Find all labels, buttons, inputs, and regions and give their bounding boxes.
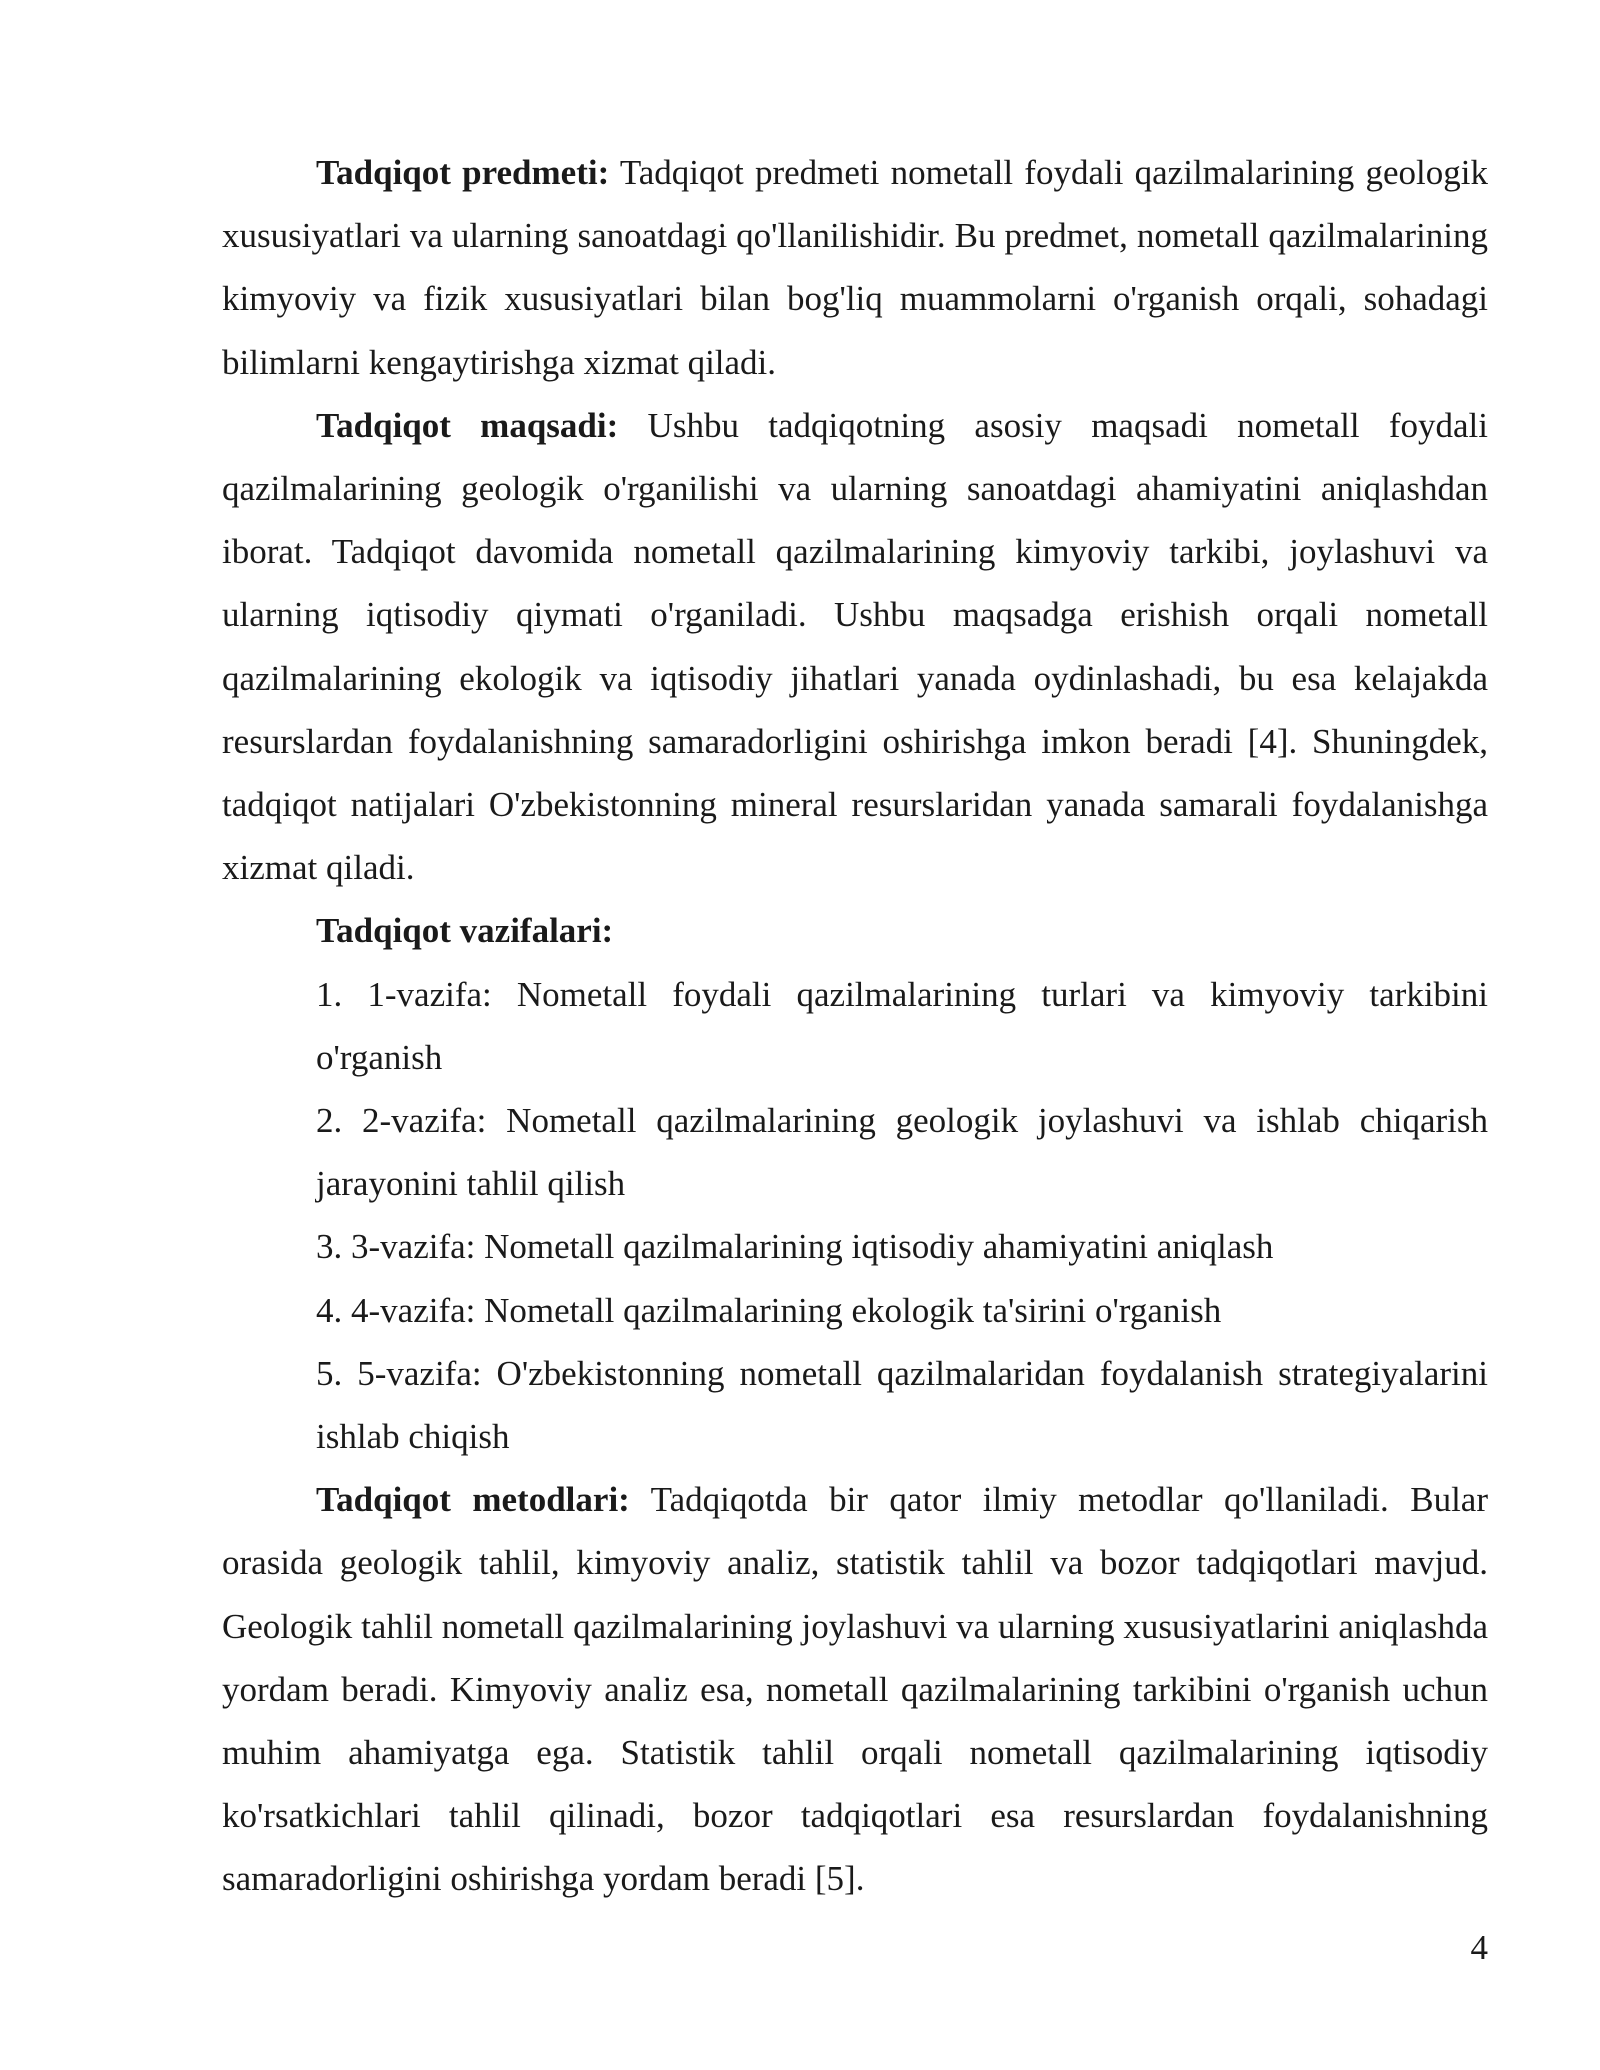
heading-goal: Tadqiqot maqsadi: [316, 405, 619, 445]
task-item-5: 5. 5-vazifa: O'zbekistonning nometall qazilmalaridan foydalanish strategiyalarini ishlab chiqish [316, 1353, 1488, 1457]
task-item-1: 1. 1-vazifa: Nometall foydali qazilmalarining turlari va kimyoviy tarkibini o'rganish [316, 974, 1488, 1077]
paragraph-subject [222, 141, 1488, 394]
paragraph-methods [222, 1468, 1488, 1910]
heading-subject: Tadqiqot predmeti: [316, 153, 610, 192]
heading-methods: Tadqiqot metodlari: [316, 1480, 630, 1520]
paragraph-subject-text: Tadqiqot predmeti nometall foydali qazilmalarining geologik xususiyatlari va ularning sanoatdagi qo'llanilishidir. Bu predmet, nometall qazilmalarining kimyoviy va fizik xususiyatlari bilan bog'liq muammolarni o'rganish orqali, sohadagi bilimlarni kengaytirishga xizmat qiladi. [222, 153, 1488, 382]
heading-tasks: Tadqiqot vazifalari: [316, 911, 614, 951]
paragraph-goal [222, 394, 1488, 900]
task-item-2: 2. 2-vazifa: Nometall qazilmalarining geologik joylashuvi va ishlab chiqarish jarayonini tahlil qilish [316, 1101, 1488, 1204]
task-item-3: 3. 3-vazifa: Nometall qazilmalarining iqtisodiy ahamiyatini aniqlash [316, 1227, 1274, 1267]
page-number: 4 [1470, 1928, 1488, 1967]
paragraph-methods-text: Tadqiqotda bir qator ilmiy metodlar qo'llaniladi. Bular orasida geologik tahlil, kimyoviy analiz, statistik tahlil va bozor tadqiqotlari mavjud. Geologik tahlil nometall qazilmalarining joylashuvi va ularning xususiyatlarini aniqlashda yordam beradi. Kimyoviy analiz esa, nometall qazilmalarining tarkibini o'rganish uchun muhim ahamiyatga ega. Statistik tahlil orqali nometall qazilmalarining iqtisodiy ko'rsatkichlari tahlil qilinadi, bozor tadqiqotlari esa resurslardan foydalanishning samaradorligini oshirishga yordam beradi [5]. [222, 1480, 1488, 1899]
page-body [222, 141, 1488, 1911]
task-item-4: 4. 4-vazifa: Nometall qazilmalarining ekologik ta'sirini o'rganish [316, 1290, 1222, 1330]
paragraph-goal-text: Ushbu tadqiqotning asosiy maqsadi nometall foydali qazilmalarining geologik o'rganilishi va ularning sanoatdagi ahamiyatini aniqlashdan iborat. Tadqiqot davomida nometall qazilmalarining kimyoviy tarkibi, joylashuvi va ularning iqtisodiy qiymati o'rganiladi. Ushbu maqsadga erishish orqali nometall qazilmalarining ekologik va iqtisodiy jihatlari yanada oydinlashadi, bu esa kelajakda resurslardan foydalanishning samaradorligini oshirishga imkon beradi [4]. Shuningdek, tadqiqot natijalari O'zbekistonning mineral resurslaridan yanada samarali foydalanishga xizmat qiladi. [222, 405, 1488, 888]
